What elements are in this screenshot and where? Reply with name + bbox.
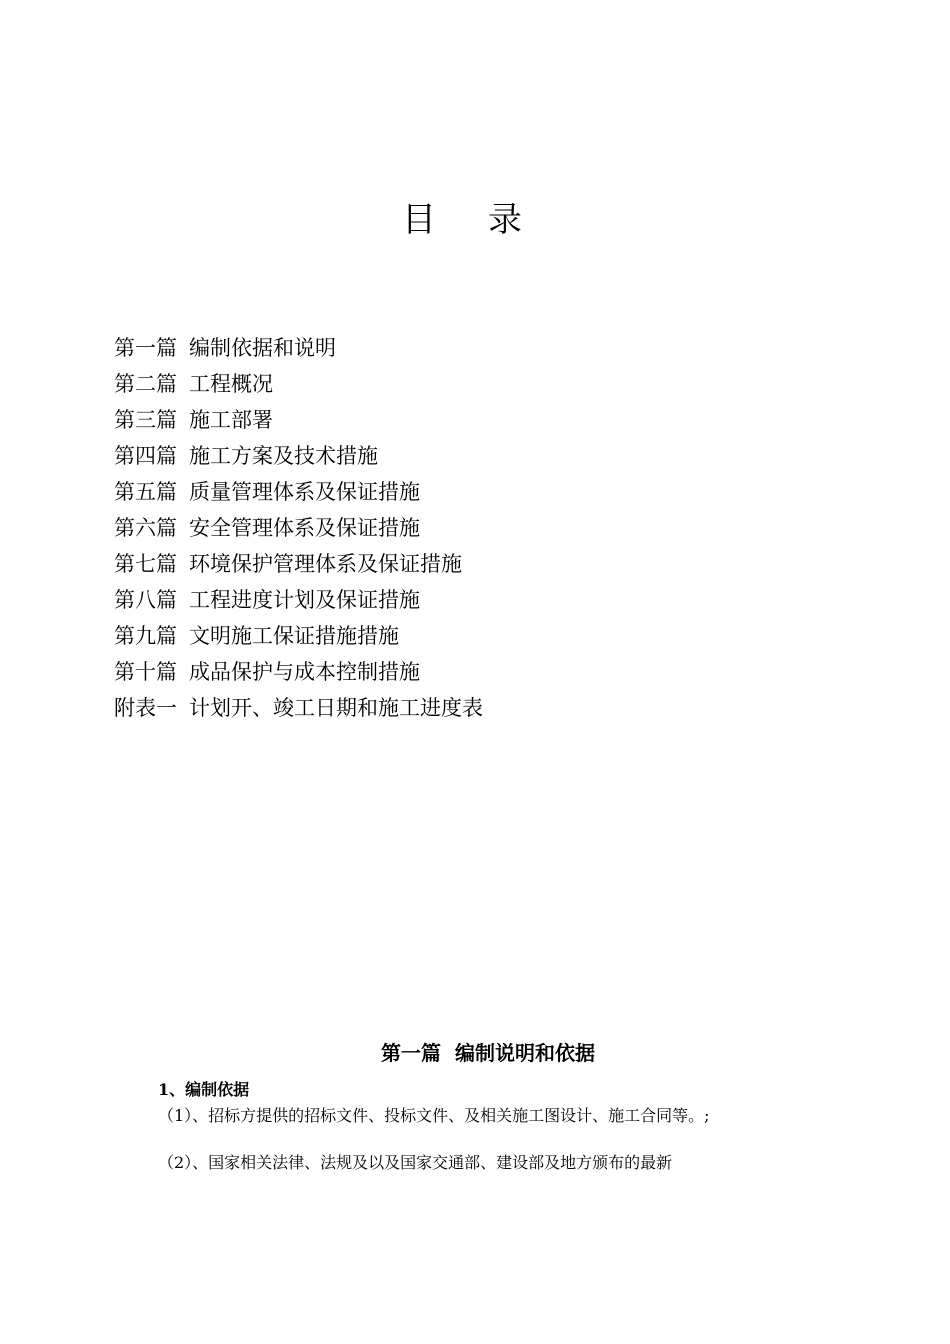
toc-item-label: 成品保护与成本控制措施: [189, 660, 420, 684]
toc-item: [114, 330, 483, 366]
toc-item-label: 环境保护管理体系及保证措施: [189, 552, 462, 576]
toc-item: [114, 402, 483, 438]
toc-item: [114, 690, 483, 726]
toc-item-number: 附表一: [114, 696, 177, 720]
toc-item-label: 工程概况: [189, 372, 273, 396]
toc-item: [114, 366, 483, 402]
toc-item-label: 质量管理体系及保证措施: [189, 480, 420, 504]
toc-item-number: 第四篇: [114, 444, 177, 468]
toc-item: [114, 654, 483, 690]
toc-item-number: 第五篇: [114, 480, 177, 504]
toc-item-number: 第二篇: [114, 372, 177, 396]
toc-item-number: 第十篇: [114, 660, 177, 684]
toc-item-label: 安全管理体系及保证措施: [189, 516, 420, 540]
toc-item: [114, 510, 483, 546]
toc-item-number: 第八篇: [114, 588, 177, 612]
section-heading: 第一篇 编制说明和依据: [381, 1041, 595, 1065]
body-paragraph: （1）、招标方提供的招标文件、投标文件、及相关施工图设计、施工合同等。;: [158, 1106, 710, 1125]
toc-item-number: 第三篇: [114, 408, 177, 432]
toc-item-label: 编制依据和说明: [189, 336, 336, 360]
toc-item: [114, 438, 483, 474]
toc-item-number: 第一篇: [114, 336, 177, 360]
section-subheading: 1、编制依据: [158, 1080, 250, 1099]
toc-item-label: 施工方案及技术措施: [189, 444, 378, 468]
toc-item: [114, 546, 483, 582]
toc-item: [114, 582, 483, 618]
toc-title: 目录: [402, 200, 574, 240]
toc-item-label: 工程进度计划及保证措施: [189, 588, 420, 612]
toc-item-number: 第九篇: [114, 624, 177, 648]
toc-item: [114, 618, 483, 654]
toc-item-label: 计划开、竣工日期和施工进度表: [189, 696, 483, 720]
toc-item-label: 施工部署: [189, 408, 273, 432]
toc-list: [114, 330, 483, 726]
toc-item: [114, 474, 483, 510]
body-paragraph: （2）、国家相关法律、法规及以及国家交通部、建设部及地方颁布的最新: [158, 1153, 673, 1172]
toc-item-number: 第六篇: [114, 516, 177, 540]
toc-item-label: 文明施工保证措施措施: [189, 624, 399, 648]
toc-item-number: 第七篇: [114, 552, 177, 576]
